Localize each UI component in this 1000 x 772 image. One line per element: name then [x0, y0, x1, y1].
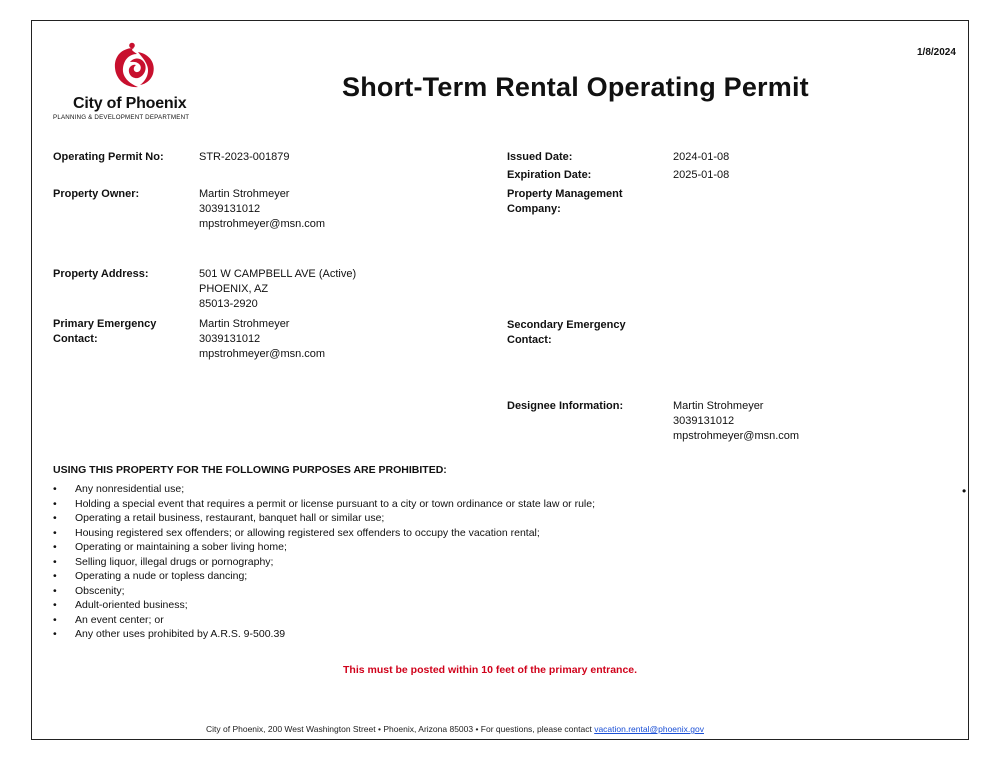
bullet-icon: • [53, 497, 57, 510]
prohibited-list [53, 482, 595, 642]
bullet-icon: • [53, 555, 57, 568]
posting-notice: This must be posted within 10 feet of the primary entrance. [343, 664, 638, 676]
bullet-icon: • [53, 483, 57, 495]
list-item [53, 526, 595, 541]
address-line-3: 85013-2920 [199, 298, 258, 310]
city-name: City of Phoenix [73, 95, 187, 112]
list-item-text: Adult-oriented business; [75, 599, 188, 611]
designee-phone: 3039131012 [673, 415, 735, 427]
print-date: 1/8/2024 [917, 47, 956, 58]
owner-name: Martin Strohmeyer [199, 188, 290, 200]
stray-mark: • [962, 484, 967, 498]
property-owner-label: Property Owner: [53, 188, 140, 200]
list-item [53, 598, 595, 613]
list-item [53, 613, 595, 628]
designee-label: Designee Information: [507, 400, 624, 412]
primary-contact-name: Martin Strohmeyer [199, 318, 290, 330]
secondary-contact-label: Secondary Emergency [507, 319, 626, 331]
list-item-text: Operating a nude or topless dancing; [75, 570, 248, 582]
list-item-text: Operating a retail business, restaurant, banquet hall or similar use; [75, 512, 385, 524]
secondary-contact-label-2: Contact: [507, 334, 552, 346]
issued-date: 2024-01-08 [673, 151, 730, 163]
bullet-icon: • [53, 584, 57, 597]
list-item [53, 540, 595, 555]
permit-number-label: Operating Permit No: [53, 151, 164, 163]
prohibited-heading: USING THIS PROPERTY FOR THE FOLLOWING PURPOSES ARE PROHIBITED: [53, 464, 447, 476]
list-item-text: Operating or maintaining a sober living home; [75, 541, 287, 553]
list-item [53, 497, 595, 512]
department-name: PLANNING & DEVELOPMENT DEPARTMENT [53, 114, 190, 121]
list-item [53, 511, 595, 526]
primary-contact-label-2: Contact: [53, 333, 98, 345]
list-item-text: Any nonresidential use; [75, 483, 185, 495]
list-item [53, 482, 595, 497]
bullet-icon: • [53, 628, 57, 640]
management-company-label-2: Company: [507, 203, 561, 215]
address-line-2: PHOENIX, AZ [199, 283, 269, 295]
bullet-icon: • [53, 541, 57, 553]
permit-number: STR-2023-001879 [199, 151, 290, 163]
bullet-icon: • [53, 570, 57, 582]
address-line-1: 501 W CAMPBELL AVE (Active) [199, 268, 357, 280]
phoenix-bird-icon [108, 42, 160, 90]
list-item [53, 627, 595, 642]
list-item-text: Selling liquor, illegal drugs or pornography; [75, 555, 274, 568]
list-item-text: Holding a special event that requires a permit or license pursuant to a city or town ordinance or state law or rule; [75, 497, 596, 510]
bullet-icon: • [53, 599, 57, 611]
list-item-text: Any other uses prohibited by A.R.S. 9-500.39 [75, 628, 286, 640]
owner-phone: 3039131012 [199, 203, 261, 215]
list-item-text: An event center; or [75, 613, 164, 626]
issued-date-label: Issued Date: [507, 151, 573, 163]
expiration-date: 2025-01-08 [673, 169, 730, 181]
management-company-label: Property Management [507, 188, 623, 200]
list-item [53, 555, 595, 570]
primary-contact-label: Primary Emergency [53, 318, 157, 330]
list-item [53, 584, 595, 599]
designee-email: mpstrohmeyer@msn.com [673, 430, 800, 442]
owner-email: mpstrohmeyer@msn.com [199, 218, 326, 230]
primary-contact-email: mpstrohmeyer@msn.com [199, 348, 326, 360]
page-title: Short-Term Rental Operating Permit [342, 72, 809, 102]
footer-text: City of Phoenix, 200 West Washington Street • Phoenix, Arizona 85003 • For questions, please contact [206, 724, 595, 734]
list-item-text: Obscenity; [75, 584, 125, 597]
expiration-date-label: Expiration Date: [507, 169, 592, 181]
property-address-label: Property Address: [53, 268, 149, 280]
list-item [53, 569, 595, 584]
designee-name: Martin Strohmeyer [673, 400, 764, 412]
bullet-icon: • [53, 512, 57, 524]
bullet-icon: • [53, 613, 57, 626]
primary-contact-phone: 3039131012 [199, 333, 261, 345]
list-item-text: Housing registered sex offenders; or allowing registered sex offenders to occupy the vacation rental; [75, 526, 540, 539]
footer [206, 724, 704, 734]
contact-email-link[interactable]: vacation.rental@phoenix.gov [594, 724, 704, 734]
bullet-icon: • [53, 526, 57, 539]
